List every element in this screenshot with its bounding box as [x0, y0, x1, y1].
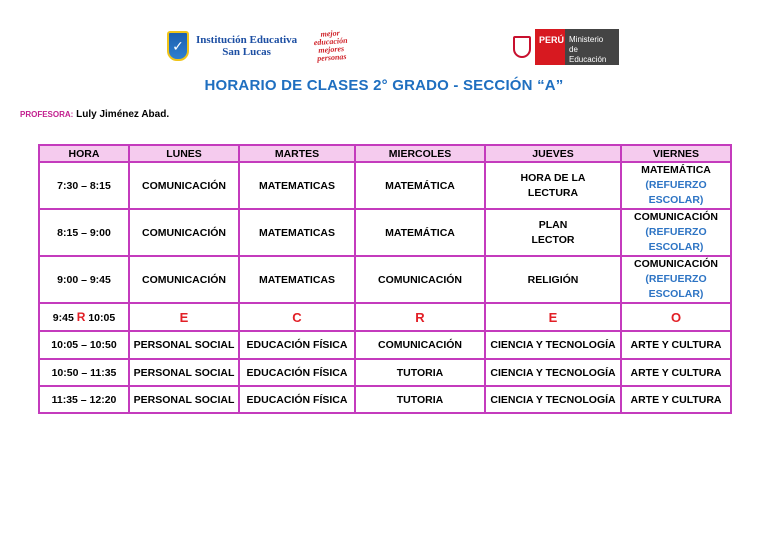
teacher-line: [20, 109, 169, 120]
cell-hora: 11:35 – 12:20: [39, 386, 129, 413]
page-title: HORARIO DE CLASES 2° GRADO - SECCIÓN “A”: [204, 77, 564, 94]
header-hora: HORA: [39, 145, 129, 162]
cell-viernes-line3: ESCOLAR): [648, 241, 704, 253]
recreo-letter-r: R: [76, 310, 86, 324]
cell-viernes: ARTE Y CULTURA: [621, 331, 731, 359]
cell-martes: MATEMATICAS: [239, 256, 355, 303]
cell-hora: 9:00 – 9:45: [39, 256, 129, 303]
cell-jueves-line1: HORA DE LA: [520, 171, 586, 184]
cell-viernes-line2: (REFUERZO: [645, 179, 707, 191]
table-row: [39, 162, 731, 209]
recreo-start: 9:45: [52, 312, 74, 324]
cell-lunes: COMUNICACIÓN: [129, 256, 239, 303]
school-crest-icon: ✓: [167, 31, 189, 61]
cell-lunes: PERSONAL SOCIAL: [129, 359, 239, 386]
table-row: [39, 359, 731, 386]
peru-label: PERÚ: [535, 29, 565, 65]
cell-jueves-line1: PLAN: [538, 218, 568, 231]
cell-lunes: PERSONAL SOCIAL: [129, 386, 239, 413]
cell-miercoles: COMUNICACIÓN: [355, 256, 485, 303]
teacher-name: Luly Jiménez Abad.: [76, 109, 170, 120]
table-row: [39, 331, 731, 359]
cell-jueves: [485, 162, 621, 209]
cell-hora-recreo: [39, 303, 129, 331]
cell-jueves-line2: LECTOR: [531, 233, 575, 246]
cell-jueves: [485, 209, 621, 256]
recreo-letter: E: [129, 303, 239, 331]
cell-jueves-line2: LECTURA: [527, 186, 579, 199]
cell-lunes: PERSONAL SOCIAL: [129, 331, 239, 359]
cell-hora: 8:15 – 9:00: [39, 209, 129, 256]
cell-viernes: ARTE Y CULTURA: [621, 359, 731, 386]
cell-miercoles: TUTORIA: [355, 359, 485, 386]
header-jueves: JUEVES: [485, 145, 621, 162]
institution-name: [196, 34, 297, 58]
cell-viernes-line1: COMUNICACIÓN: [634, 258, 718, 270]
cell-martes: EDUCACIÓN FÍSICA: [239, 359, 355, 386]
recreo-letter: R: [355, 303, 485, 331]
cell-viernes-line3: ESCOLAR): [648, 288, 704, 300]
header-lunes: LUNES: [129, 145, 239, 162]
cell-martes: EDUCACIÓN FÍSICA: [239, 386, 355, 413]
cell-viernes-line2: (REFUERZO: [645, 226, 707, 238]
header-viernes: VIERNES: [621, 145, 731, 162]
cell-miercoles: COMUNICACIÓN: [355, 331, 485, 359]
cell-jueves: CIENCIA Y TECNOLOGÍA: [485, 386, 621, 413]
header-martes: MARTES: [239, 145, 355, 162]
cell-viernes-line3: ESCOLAR): [648, 194, 704, 206]
cell-viernes-line1: MATEMÁTICA: [641, 164, 711, 176]
table-row: [39, 256, 731, 303]
cell-miercoles: MATEMÁTICA: [355, 162, 485, 209]
table-row: [39, 386, 731, 413]
table-row: [39, 209, 731, 256]
recreo-letter: E: [485, 303, 621, 331]
recreo-row: [39, 303, 731, 331]
cell-viernes-line1: COMUNICACIÓN: [634, 211, 718, 223]
cell-hora: 7:30 – 8:15: [39, 162, 129, 209]
ministry-label: [565, 29, 619, 65]
header-miercoles: MIERCOLES: [355, 145, 485, 162]
ministry-line2: de Educación: [569, 45, 607, 64]
cell-viernes-line2: (REFUERZO: [645, 273, 707, 285]
slogan-line4: personas: [317, 51, 347, 63]
slogan-line1: mejor: [320, 28, 341, 39]
ministry-line1: Ministerio: [569, 35, 604, 44]
cell-miercoles: TUTORIA: [355, 386, 485, 413]
cell-viernes: [621, 162, 731, 209]
table-header-row: [39, 145, 731, 162]
school-logo: [167, 30, 357, 62]
cell-miercoles: MATEMÁTICA: [355, 209, 485, 256]
cell-jueves: RELIGIÓN: [485, 256, 621, 303]
cell-hora: 10:50 – 11:35: [39, 359, 129, 386]
cell-martes: EDUCACIÓN FÍSICA: [239, 331, 355, 359]
institution-name-line2: San Lucas: [222, 46, 271, 58]
cell-viernes: [621, 256, 731, 303]
slogan-line3: mejores: [318, 44, 345, 55]
recreo-letter: O: [621, 303, 731, 331]
recreo-end: 10:05: [88, 312, 116, 324]
cell-lunes: COMUNICACIÓN: [129, 209, 239, 256]
education-slogan: [304, 28, 358, 64]
ministry-logo: [509, 29, 619, 65]
recreo-letter: C: [239, 303, 355, 331]
cell-viernes: [621, 209, 731, 256]
cell-martes: MATEMATICAS: [239, 209, 355, 256]
schedule-table: [38, 144, 732, 414]
institution-name-line1: Institución Educativa: [196, 34, 298, 46]
cell-jueves: CIENCIA Y TECNOLOGÍA: [485, 331, 621, 359]
cell-jueves: CIENCIA Y TECNOLOGÍA: [485, 359, 621, 386]
cell-viernes: ARTE Y CULTURA: [621, 386, 731, 413]
teacher-label: PROFESORA:: [20, 110, 74, 119]
peru-shield-icon: [509, 29, 535, 65]
cell-hora: 10:05 – 10:50: [39, 331, 129, 359]
cell-martes: MATEMATICAS: [239, 162, 355, 209]
slogan-line2: educación: [313, 35, 349, 48]
cell-lunes: COMUNICACIÓN: [129, 162, 239, 209]
